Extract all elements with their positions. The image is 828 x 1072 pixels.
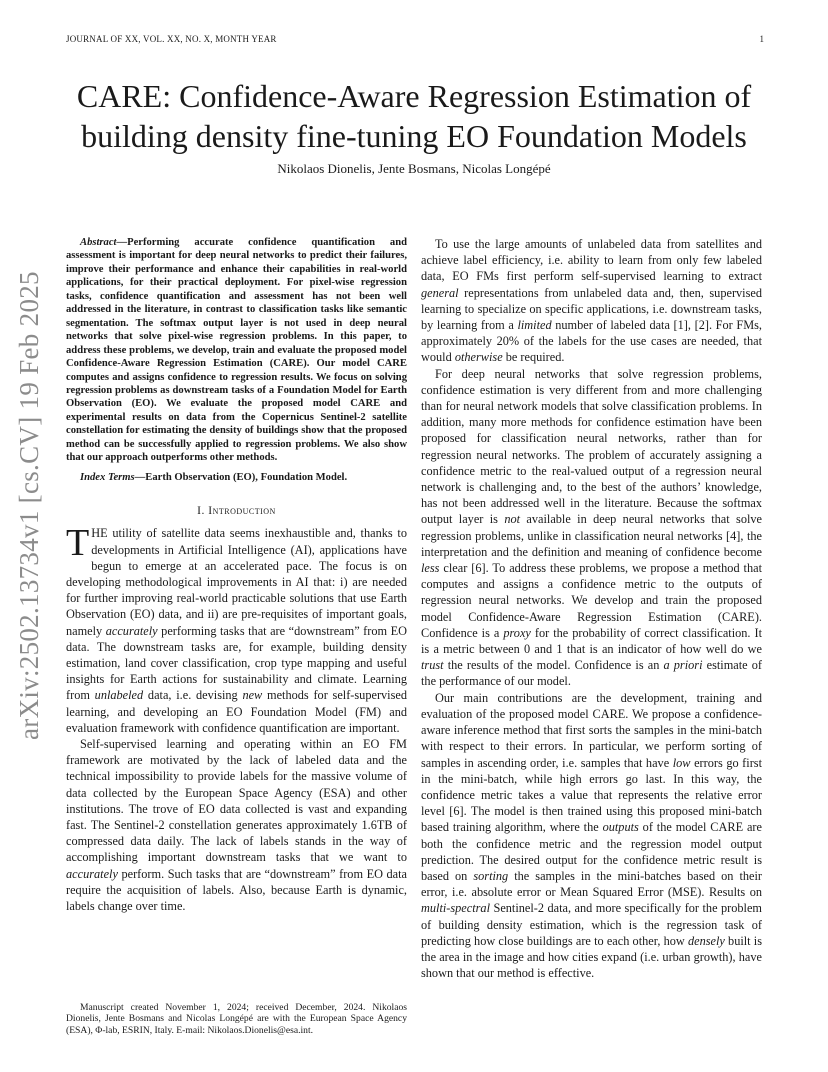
running-head: JOURNAL OF XX, VOL. XX, NO. X, MONTH YEAR [66,34,277,44]
intro-paragraph-4 [421,366,762,690]
index-terms [66,471,407,484]
emphasis: unlabeled [94,688,144,703]
text-run: performing tasks that are “downstream” from EO data. The downstream tasks are, for example, building density estimation, land cover classification, crop type mapping and useful insights for Earth actions for sustainability and climate. Learning from [66,623,407,703]
emphasis: proxy [503,625,531,640]
text-run: available in deep neural networks that solve regression problems, unlike in classification neural networks [4], the interpretation and the definition and meaning of confidence become [421,512,762,559]
dropcap-continuation: HE [91,526,108,541]
intro-paragraph-2 [66,736,407,914]
abstract-lead: Abstract [80,237,117,248]
abstract [66,236,407,465]
text-run: of the model CARE are both the confidence metric and the regression model output prediction. The desired output for the confidence metric result is based on [421,820,762,883]
emphasis: otherwise [454,350,503,365]
text-run: utility of satellite data seems inexhaustible and, thanks to developments in Artificial Intelligence (AI), applications have begun to emerge at an accelerated pace. The focus is on developing methodological improvements in AI that: i) are needed for further improving real-world practicable solutions that use Earth Observation (EO) data, and ii) are pre-requisites of important goals, namely [66,526,407,638]
paper-title: CARE: Confidence-Aware Regression Estimation of building density fine-tuning EO Foundation Models [76,78,752,154]
abstract-text: —Performing accurate confidence quantification and assessment is important for deep neural networks to predict their failures, improve their performance and enhance their capabilities in real-world applications, for their practical deployment. For pixel-wise regression tasks, confidence quantification and assessment has not been well addressed in the literature, in contrast to classification tasks like semantic segmentation. The softmax output layer is not used in deep neural networks that solve pixel-wise regression problems. In this paper, to address these problems, we develop, train and evaluate the proposed model Confidence-Aware Regression Estimation (CARE). Our model CARE computes and assigns confidence to regression results. We focus on solving regression problems as downstream tasks of a Foundation Model for Earth Observation (EO). We evaluate the proposed model CARE and experimental results on data from the Copernicus Sentinel-2 satellite constellation for estimating the density of buildings show that the proposed method can be successfully applied to regression problems. We also show that our approach outperforms other methods. [66,237,407,464]
emphasis: sorting [473,868,509,883]
text-run: be required. [502,350,565,365]
emphasis: general [421,285,459,300]
text-run: number of labeled data [1], [2]. For FMs, approximately 20% of the labels for the use cases are needed, that would [421,318,762,365]
arxiv-stamp-text: arXiv:2502.13734v1 [cs.CV] 19 Feb 2025 [14,271,44,740]
text-run: Self-supervised learning and operating within an EO FM framework are motivated by the lack of labeled data and the technical impossibility to provide labels for the massive volume of data collected by the European Space Agency (ESA) and other institutions. The trove of EO data collected is vast and expanding fast. The Sentinel-2 constellation generates approximately 1.6TB of compressed data daily. The lack of labels stands in the way of accomplishing important downstream tasks that we want to [66,737,407,865]
text-run: clear [6]. To address these problems, we propose a method that computes and assigns a confidence metric to the outputs of regression neural networks. We develop and train the proposed model Confidence-Aware Regression Estimation (CARE). Confidence is a [421,561,762,640]
emphasis: trust [421,658,444,673]
left-column [66,236,407,914]
text-run: built is the area in the image and how cities expand (i.e. urban growth), have shown that our method is effective. [421,933,762,981]
text-run: for the probability of correct classification. It is a metric between 0 and 1 that is an indicator of how well do we [421,625,762,657]
section-heading-introduction: I. Introduction [197,505,276,518]
emphasis: accurately [105,623,158,638]
text-run: the results of the model. Confidence is an [443,658,664,673]
index-terms-text: —Earth Observation (EO), Foundation Model. [134,471,348,483]
emphasis: outputs [602,820,639,835]
emphasis: low [672,755,691,770]
right-column [421,236,762,981]
emphasis: multi-spectral [421,901,490,916]
text-run: estimate of the performance of our model. [421,658,762,689]
text-run: For deep neural networks that solve regression problems, confidence estimation is very different from and more challenging than for neural network models that solve classification problems. In addition, many more methods for confidence estimation have been proposed for classification neural networks, rather than for regression neural networks. The problem of accurately assigning a confidence metric to the real-valued output of a regression neural network is challenging and, to the best of the authors’ knowledge, has not been addressed well in the literature. Because the softmax output layer is [421,366,762,527]
emphasis: new [242,688,263,703]
text-run: the samples in the mini-batches based on their error, i.e. absolute error or Mean Squared Error (MSE). Results on [421,868,762,900]
intro-paragraph-5 [421,690,762,982]
index-terms-lead: Index Terms [80,471,135,483]
author-list: Nikolaos Dionelis, Jente Bosmans, Nicolas Longépé [277,161,551,176]
text-run: Sentinel-2 data, and more specifically for the problem of building density estimation, which is the regression task of predicting how close buildings are to each other, how [421,901,762,948]
emphasis: accurately [66,866,118,881]
text-run: perform. Such tasks that are “downstream” from EO data require the acquisition of labels. Also, because Earth is dynamic, labels change over time. [66,866,407,914]
text-run: methods for self-supervised learning, and developing an EO Foundation Model (FM) and evaluation framework with confidence quantification are important. [66,688,407,735]
text-run: errors go first in the mini-batch, while high errors go last. In this way, the confidence metric takes a value that represents the relative error level [6]. The model is then trained using this proposed mini-batch based training algorithm, where the [421,755,762,835]
text-run: To use the large amounts of unlabeled data from satellites and achieve label efficiency, i.e. ability to learn from only few labeled data, EO FMs first perform self-supervised learning to extract [421,237,762,284]
text-run: representations from unlabeled data and, then, supervised learning to specialize on specific applications, i.e. downstream tasks, by learning from a [421,285,762,333]
footnote: Manuscript created November 1, 2024; received December, 2024. Nikolaos Dionelis, Jente Bosmans and Nicolas Longépé are with the European Space Agency (ESA), Φ-lab, ESRIN, Italy. E-mail: Nikolaos.Dionelis@esa.int. [66,1002,407,1036]
intro-paragraph-1: T HE utility of satellite data seems inexhaustible and, thanks to developments in Artificial Intelligence (AI), applications have begun to emerge at an accelerated pace. The focus is on developing methodological improvements in AI that: i) are needed for further improving real-world practicable solutions that use Earth Observation (EO) data, and ii) are pre-requisites of important goals, namely accurately performing tasks that are “downstream” from EO data. The downstream tasks are, for example, building density estimation, land cover classification, crop type mapping and useful insights for Earth actions for sustainability and climate. Learning from unlabeled data, i.e. devising new methods for self-supervised learning, and developing an EO Foundation Model (FM) and evaluation framework with confidence quantification are important. [66,522,407,735]
emphasis: a priori [663,658,703,673]
text-run: data, i.e. devising [143,688,243,703]
emphasis: densely [687,933,725,948]
emphasis: less [421,561,440,576]
text-run: Our main contributions are the development, training and evaluation of the proposed model CARE. We propose a confidence-aware inference method that first sorts the samples in the mini-batch with respect to their errors. In particular, we perform sorting of samples in ascending order, i.e. samples that have [421,690,762,770]
intro-paragraph-3 [421,236,762,366]
emphasis: limited [517,318,552,333]
emphasis: not [504,512,521,527]
page-number: 1 [759,34,764,44]
